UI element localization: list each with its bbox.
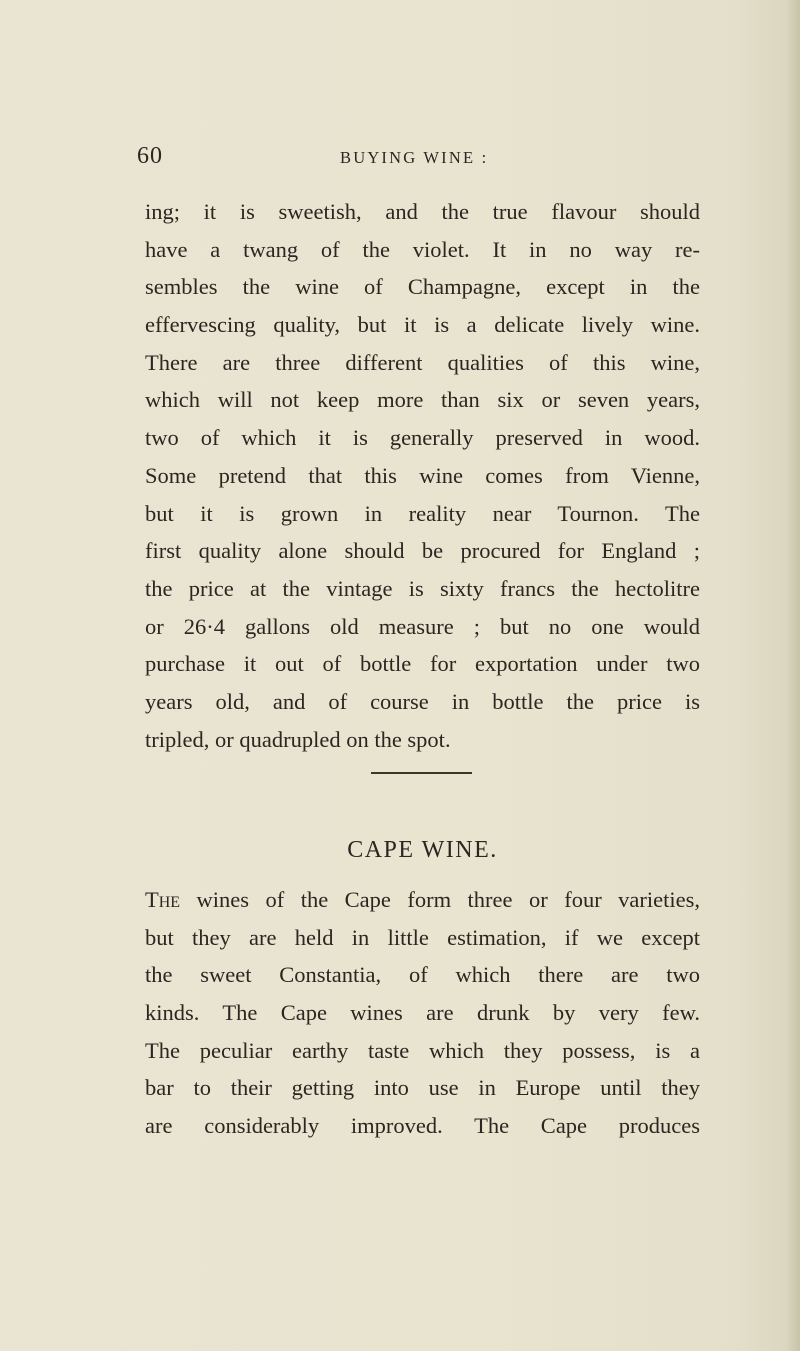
- text-line: Some pretend that this wine comes from Vienne,: [145, 462, 700, 488]
- text-line: kinds. The Cape wines are drunk by very few.: [145, 1000, 700, 1026]
- text-line: the sweet Constantia, of which there are two: [145, 962, 700, 988]
- text-line: or 26·4 gallons old measure ; but no one would: [145, 613, 700, 639]
- text-line: have a twang of the violet. It in no way re-: [145, 236, 700, 262]
- text-line: The peculiar earthy taste which they possess, is a: [145, 1037, 700, 1063]
- text-line: the price at the vintage is sixty francs the hectolitre: [145, 575, 700, 601]
- page-header: [0, 143, 800, 173]
- section-divider: [371, 772, 472, 774]
- lead-word: The: [145, 887, 181, 912]
- section-title: CAPE WINE.: [347, 837, 498, 863]
- text-line: but it is grown in reality near Tournon. The: [145, 500, 700, 526]
- text-line: years old, and of course in bottle the price is: [145, 688, 700, 714]
- page-edge-shadow: [786, 0, 800, 1351]
- text-line: which will not keep more than six or seven years,: [145, 387, 700, 413]
- text-line-first: [145, 881, 700, 919]
- text-line: first quality alone should be procured for England ;: [145, 538, 700, 564]
- text-line: are considerably improved. The Cape produces: [145, 1113, 700, 1139]
- text-line: effervescing quality, but it is a delicate lively wine.: [145, 312, 700, 338]
- text-line: two of which it is generally preserved in wood.: [145, 425, 700, 451]
- paragraph-wine-qualities: [145, 193, 700, 758]
- text-line: There are three different qualities of this wine,: [145, 349, 700, 375]
- text-line-last: tripled, or quadrupled on the spot.: [145, 726, 451, 752]
- page-number: 60: [137, 143, 163, 169]
- text-line: purchase it out of bottle for exportation under two: [145, 651, 700, 677]
- paragraph-cape-wine: [145, 881, 700, 1145]
- first-line-rest: wines of the Cape form three or four varieties,: [180, 887, 700, 912]
- text-line: ing; it is sweetish, and the true flavour should: [145, 199, 700, 224]
- text-line: but they are held in little estimation, if we except: [145, 924, 700, 950]
- running-head: BUYING WINE :: [340, 148, 489, 167]
- text-line: bar to their getting into use in Europe until they: [145, 1075, 700, 1101]
- text-line: sembles the wine of Champagne, except in the: [145, 274, 700, 300]
